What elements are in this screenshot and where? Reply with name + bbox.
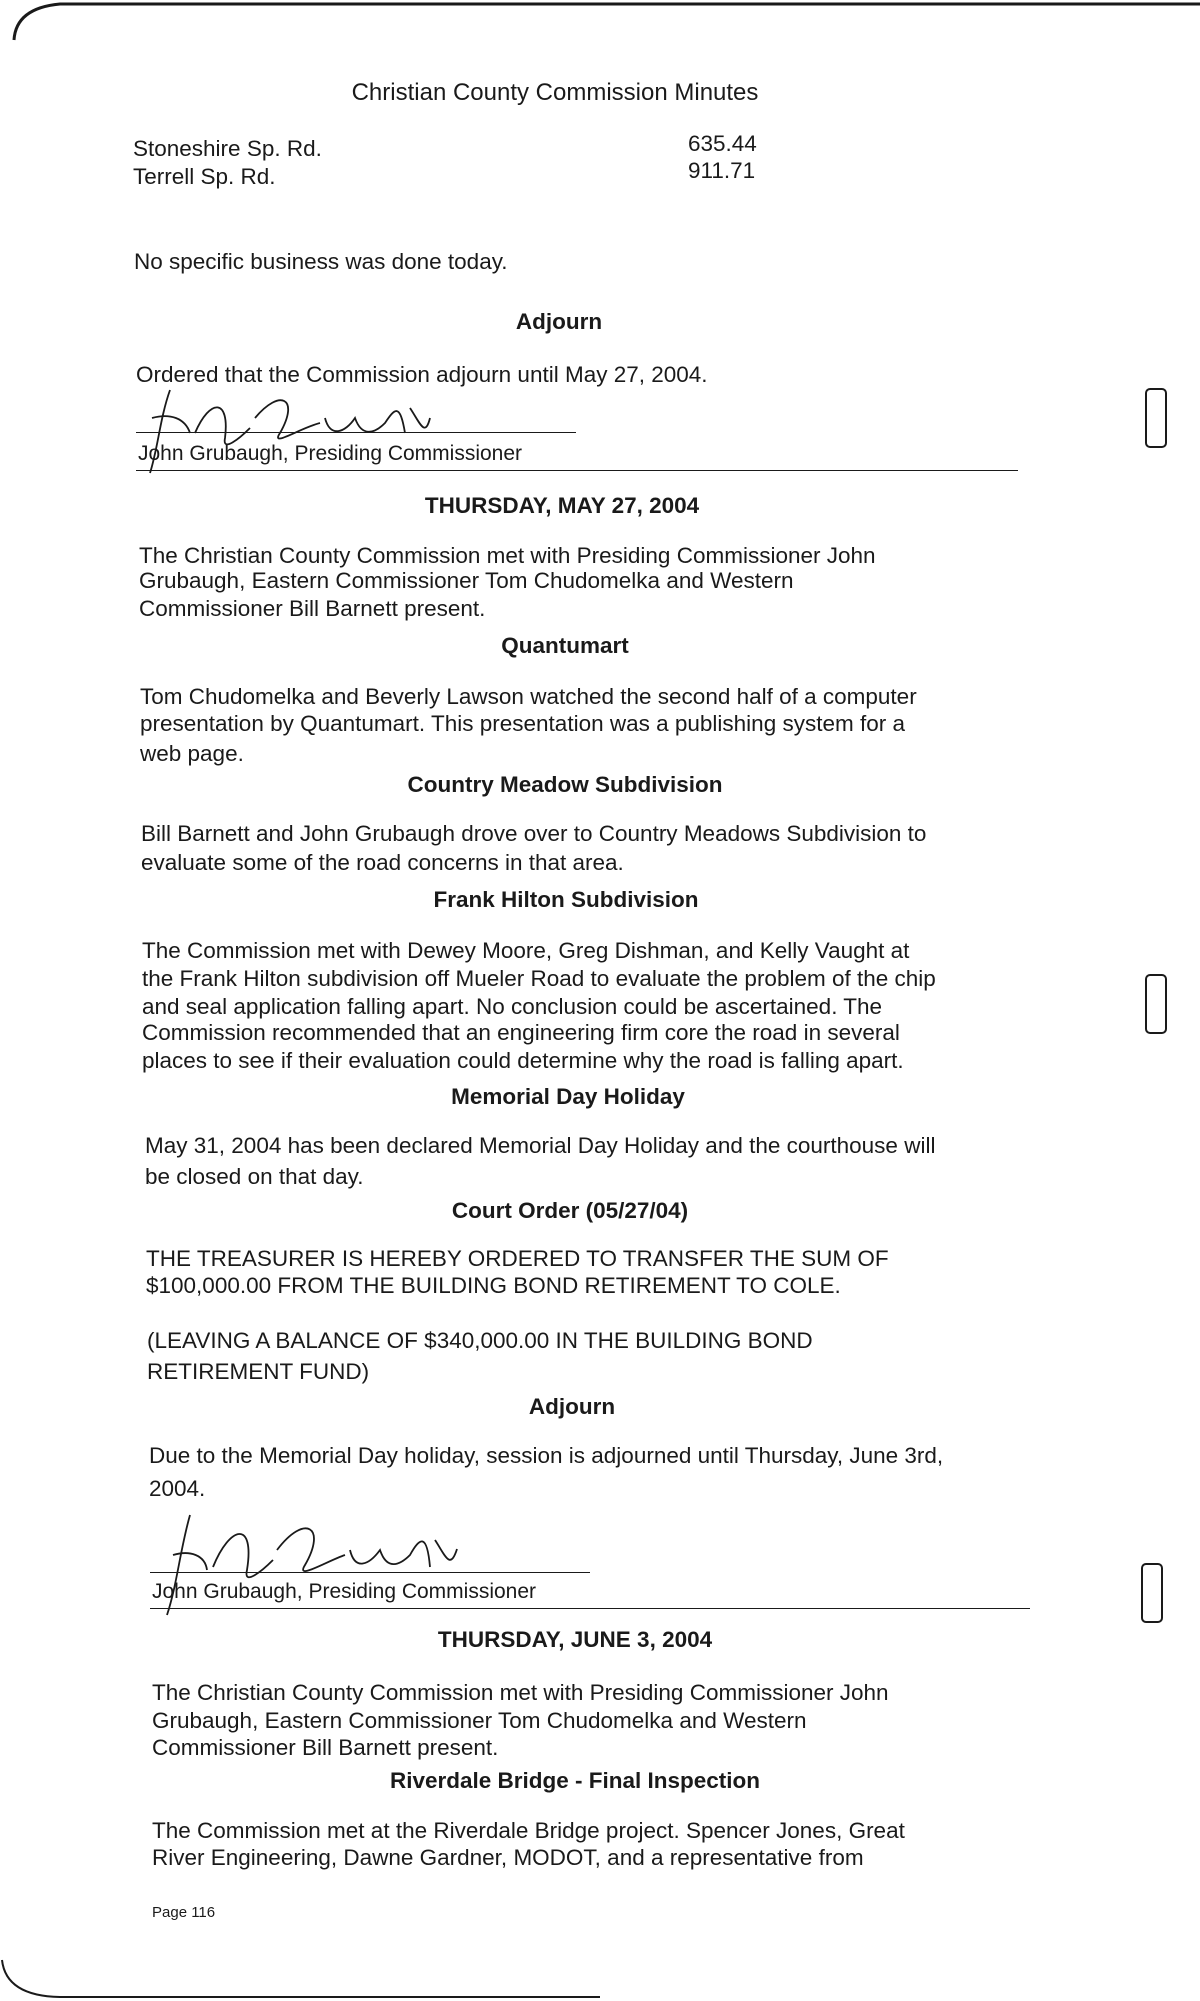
signature-2 bbox=[145, 1505, 475, 1625]
court-order-balance-line-1: (LEAVING A BALANCE OF $340,000.00 IN THE BUILDING BOND bbox=[147, 1328, 813, 1353]
date-heading-may27: THURSDAY, MAY 27, 2004 bbox=[424, 493, 700, 518]
margin-tab-mark-3 bbox=[1141, 1563, 1163, 1623]
signature-line-2 bbox=[150, 1572, 590, 1573]
date-heading-june3: THURSDAY, JUNE 3, 2004 bbox=[437, 1627, 713, 1652]
frank-hilton-line-2: the Frank Hilton subdivision off Mueler Road to evaluate the problem of the chip bbox=[142, 966, 936, 991]
may27-attendance-line-3: Commissioner Bill Barnett present. bbox=[139, 596, 486, 621]
quantumart-line-3: web page. bbox=[140, 741, 244, 766]
signature-line-1 bbox=[136, 432, 576, 433]
riverdale-line-2: River Engineering, Dawne Gardner, MODOT, and a representative from bbox=[152, 1845, 864, 1870]
section-divider-2 bbox=[150, 1608, 1030, 1609]
frank-hilton-line-1: The Commission met with Dewey Moore, Greg Dishman, and Kelly Vaught at bbox=[142, 938, 910, 963]
frank-hilton-line-4: Commission recommended that an engineering firm core the road in several bbox=[142, 1020, 900, 1045]
may27-attendance-line-1: The Christian County Commission met with Presiding Commissioner John bbox=[139, 543, 876, 568]
court-order-balance-line-2: RETIREMENT FUND) bbox=[147, 1359, 370, 1384]
quantumart-line-2: presentation by Quantumart. This presentation was a publishing system for a bbox=[140, 711, 905, 736]
no-business-text: No specific business was done today. bbox=[134, 249, 508, 274]
page-number: Page 116 bbox=[152, 1904, 216, 1921]
adjourn-2-line-1: Due to the Memorial Day holiday, session is adjourned until Thursday, June 3rd, bbox=[149, 1443, 944, 1468]
june3-attendance-line-3: Commissioner Bill Barnett present. bbox=[152, 1735, 499, 1760]
frank-hilton-heading: Frank Hilton Subdivision bbox=[433, 887, 699, 912]
june3-attendance-line-2: Grubaugh, Eastern Commissioner Tom Chudomelka and Western bbox=[152, 1708, 807, 1733]
country-meadow-line-2: evaluate some of the road concerns in that area. bbox=[141, 850, 624, 875]
country-meadow-heading: Country Meadow Subdivision bbox=[407, 772, 723, 797]
memorial-day-heading: Memorial Day Holiday bbox=[451, 1084, 685, 1109]
road-item-amount-1: 635.44 bbox=[688, 131, 757, 156]
section-divider-1 bbox=[136, 470, 1018, 471]
riverdale-heading: Riverdale Bridge - Final Inspection bbox=[389, 1768, 761, 1793]
adjourn-heading-1: Adjourn bbox=[515, 309, 603, 334]
memorial-day-line-1: May 31, 2004 has been declared Memorial Day Holiday and the courthouse will bbox=[145, 1133, 936, 1158]
adjourn-text-1: Ordered that the Commission adjourn until May 27, 2004. bbox=[136, 362, 708, 387]
road-item-name-1: Stoneshire Sp. Rd. bbox=[133, 136, 322, 161]
adjourn-heading-2: Adjourn bbox=[528, 1394, 616, 1419]
road-item-amount-2: 911.71 bbox=[688, 158, 756, 183]
signature-1 bbox=[130, 378, 450, 488]
document-title: Christian County Commission Minutes bbox=[351, 79, 759, 106]
adjourn-2-line-2: 2004. bbox=[149, 1476, 206, 1501]
margin-tab-mark-2 bbox=[1145, 974, 1167, 1034]
quantumart-heading: Quantumart bbox=[501, 633, 629, 658]
court-order-line-2: $100,000.00 FROM THE BUILDING BOND RETIREMENT TO COLE. bbox=[146, 1273, 841, 1298]
country-meadow-line-1: Bill Barnett and John Grubaugh drove over to Country Meadows Subdivision to bbox=[141, 821, 927, 846]
memorial-day-line-2: be closed on that day. bbox=[145, 1164, 364, 1189]
signer-1: John Grubaugh, Presiding Commissioner bbox=[138, 442, 523, 465]
margin-tab-mark-1 bbox=[1145, 388, 1167, 448]
riverdale-line-1: The Commission met at the Riverdale Bridge project. Spencer Jones, Great bbox=[152, 1818, 905, 1843]
may27-attendance-line-2: Grubaugh, Eastern Commissioner Tom Chudomelka and Western bbox=[139, 568, 794, 593]
court-order-heading: Court Order (05/27/04) bbox=[451, 1198, 689, 1223]
frank-hilton-line-3: and seal application falling apart. No conclusion could be ascertained. The bbox=[142, 994, 883, 1019]
frank-hilton-line-5: places to see if their evaluation could determine why the road is falling apart. bbox=[142, 1048, 904, 1073]
court-order-line-1: THE TREASURER IS HEREBY ORDERED TO TRANSFER THE SUM OF bbox=[146, 1246, 889, 1271]
june3-attendance-line-1: The Christian County Commission met with Presiding Commissioner John bbox=[152, 1680, 889, 1705]
signer-2: John Grubaugh, Presiding Commissioner bbox=[152, 1580, 537, 1603]
quantumart-line-1: Tom Chudomelka and Beverly Lawson watched the second half of a computer bbox=[140, 684, 917, 709]
road-item-name-2: Terrell Sp. Rd. bbox=[133, 164, 276, 189]
